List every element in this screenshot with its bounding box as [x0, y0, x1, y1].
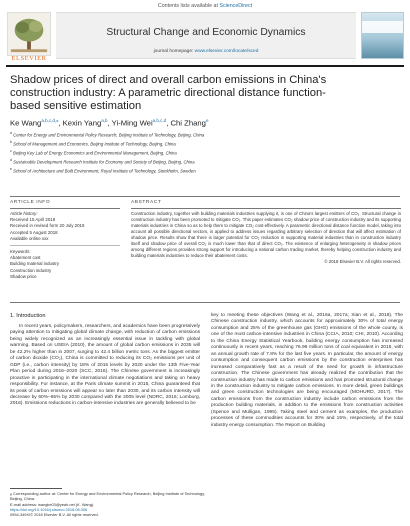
- info-inner-divider: [10, 245, 120, 246]
- abstract-body: [131, 211, 401, 265]
- abstract-divider: [131, 208, 401, 209]
- keywords-label: Keywords:: [10, 249, 31, 254]
- homepage-link[interactable]: www.elsevier.com/locate/sced: [194, 49, 259, 54]
- keywords-block: [10, 249, 120, 280]
- history-item: Accepted 5 August 2018: [10, 229, 58, 235]
- affiliation-item: $^e$ School of Architecture and Built Environment, Royal Institute of Technology, Stockholm, Sweden: [10, 166, 196, 174]
- affiliation-item: $^b$ School of Management and Economics, Beijing Institute of Technology, Beijing, China: [10, 139, 176, 147]
- affiliation-item: $^c$ Beijing Key Lab of Energy Economics and Environmental Management, Beijing, China: [10, 148, 177, 156]
- author-affiliation-marks[interactable]: e: [205, 118, 209, 123]
- homepage-prefix: journal homepage:: [153, 49, 195, 54]
- contents-line: [6, 3, 404, 9]
- introduction-heading: 1. Introduction: [10, 313, 46, 319]
- keyword: Construction industry: [10, 267, 52, 273]
- history-item: Available online xxx: [10, 235, 49, 241]
- contents-prefix: Contents lists available at: [157, 3, 220, 9]
- author-name[interactable]: Ke Wang: [10, 118, 42, 128]
- affiliation-list: [10, 130, 390, 175]
- doi-link[interactable]: https://doi.org/10.1016/j.strueco.2018.08.006: [10, 506, 88, 512]
- introduction-left-column: In recent years, policymakers, researchers, and academics have been progressively paying attention to mitigating global climate change, with reduction of carbon emissions being widely recognized as an increasingly essential issue in tackling with global warming. Based on USEIA (2010), the amount of global carbon emissions in 2035 will be 42.2% higher than in 2007, surging to 42.4 billion metric tons. As the biggest emitter of carbon dioxide (CO₂), China is committed to reducing its CO₂ emissions per unit of GDP (i.e., carbon intensity) by 18% of 2015 levels by 2020 under the 13th Five-Year Plan period during 2016–2020 (SCC, 2016). The Chinese government is increasingly proactive in participating in the international climate negotiations and taking on heavy responsibility. For instance, at the Paris climate summit in 2015, China guaranteed that its peak of carbon emissions will appear no later than 2030, and its carbon intensity will decrease by 60%–65% by 2030 compared with the 2005 level (NDRC, 2015; Lomborg, 2016). Emissions reductions in carbon-intensive industries are generally believed to be: [10, 324, 200, 407]
- corresponding-author-note: ⁎ Corresponding author at: Center for Energy and Environmental Policy Research, Beijing Institute of Technology, Beijing, China.: [10, 491, 205, 502]
- info-divider: [10, 208, 120, 209]
- keyword: Shadow price: [10, 273, 37, 279]
- abstract-bottom-divider: [10, 302, 400, 303]
- keyword: Building material industry: [10, 261, 60, 267]
- issn-line: 0954-349X/© 2018 Elsevier B.V. All rights reserved.: [10, 512, 99, 518]
- article-info-heading: ARTICLE INFO: [10, 200, 51, 205]
- author-affiliation-marks[interactable]: a,b,c,d,⁎: [41, 118, 59, 123]
- author-affiliation-marks[interactable]: a,b: [101, 118, 108, 123]
- article-title: Shadow prices of direct and overall carbon emissions in China's construction industry: A parametric directional distance function-based sensitive estimation: [10, 74, 327, 113]
- journal-header: [6, 3, 404, 67]
- sciencedirect-link[interactable]: ScienceDirect: [219, 3, 253, 9]
- introduction-right-column: key to meeting these objectives (Wang et al., 2016a, 2017a; Xian et al., 2018). The Chinese construction industry, which accounts for approximately 30% of total energy consumption and 25% of the greenhouse gas (GHG) emissions of the whole county, is one of the most carbon-intensive industries in China (CCIA, 2010; CHI, 2010). According to the China Energy Statistical Yearbook, building energy consumption has increased continuously in recent years, reaching 76.96 million tons of coal equivalent in 2015, with an annual growth rate of 7.8% for the last five years. In particular, the amount of energy consumption and consequent carbon emissions by the construction enterprises has increased comparatively fast as a result of the need for growth in infrastructure construction. The Chinese government has already realized the contribution that the construction industry has made to carbon emissions and has promoted structural change in the construction industry to mitigate carbon emissions. In more detail, green buildings and green construction technologies are being encouraged (MOHURD, 2017). The carbon emissions from the construction industry include carbon emissions from the production building materials, in addition to the emissions from construction activities (Spence and Mulligan, 1995). Taking steel and cement as examples, the production processes of these commodities accounts for 30% and 15%, respectively, of the total industry energy consumption. The Report on Building: [211, 313, 403, 428]
- affiliation-item: $^d$ Sustainable Development Research Institute for Economy and Society of Beijing, Beijing, China: [10, 157, 195, 165]
- elsevier-tree-logo[interactable]: [7, 12, 51, 56]
- header-divider: [6, 65, 404, 67]
- author-affiliation-marks[interactable]: a,b,c,d: [152, 118, 167, 123]
- history-item: Received 15 April 2018: [10, 217, 56, 223]
- journal-homepage-line: [56, 49, 356, 54]
- history-item: Received in revised form 20 July 2018: [10, 223, 85, 229]
- affiliation-item: $^a$ Center for Energy and Environmental Policy Research, Beijing Institute of Technology, Beijing, China: [10, 131, 205, 138]
- article-history: [10, 211, 120, 242]
- abstract-copyright: © 2018 Elsevier B.V. All rights reserved.: [324, 259, 401, 265]
- journal-cover-thumbnail[interactable]: [361, 12, 404, 59]
- journal-banner: [56, 12, 356, 59]
- publisher-name: ELSEVIER: [11, 55, 47, 62]
- abstract-heading: ABSTRACT: [131, 200, 162, 205]
- email-note[interactable]: E-mail address: wangke03@yeah.net (K. Wang).: [10, 501, 95, 507]
- section-divider: [10, 196, 400, 197]
- history-label: Article history:: [10, 211, 38, 216]
- author-name[interactable]: Chi Zhang: [170, 118, 206, 128]
- cover-title-band: [362, 21, 403, 33]
- abstract-text: Construction industry, together with building materials industries supplying it, is one of China's largest emitters of CO₂. Structural change in construction industry has been promoted to mitigate CO₂. This paper estimates CO₂ shadow price of construction industry and its supporting materials industries in China so as to help them to mitigate CO₂ cost-effectively. A parametric directional distance function model, taking into account all possible directional vectors, is applied to address issues regarding arbitrary selection of direction that will affect estimation of shadow price. Results show that there is larger potential for CO₂ reduction in supporting material industries than in construction industry itself and shadow price of overall CO₂ is much lower than that of direct CO₂. The existence of enlarging heterogeneity in shadow prices among different regions provides strong support for introducing a national carbon trading market, thereby helping construction industry and building materials industries to reduce their abatement costs.: [131, 211, 401, 259]
- footnotes: [10, 491, 210, 517]
- author-name[interactable]: Yi-Ming Wei: [111, 118, 153, 128]
- footnote-rule: [10, 488, 62, 489]
- journal-title[interactable]: Structural Change and Economic Dynamics: [106, 27, 306, 38]
- author-name[interactable]: Kexin Yang: [62, 118, 102, 128]
- author-list: Ke Wang$^{a,b,c,d,⁎}$, Kexin Yang$^{a,b}$, Yi-Ming Wei$^{a,b,c,d}$, Chi Zhang$^e$: [10, 118, 209, 128]
- keyword: Abatement cost: [10, 255, 41, 261]
